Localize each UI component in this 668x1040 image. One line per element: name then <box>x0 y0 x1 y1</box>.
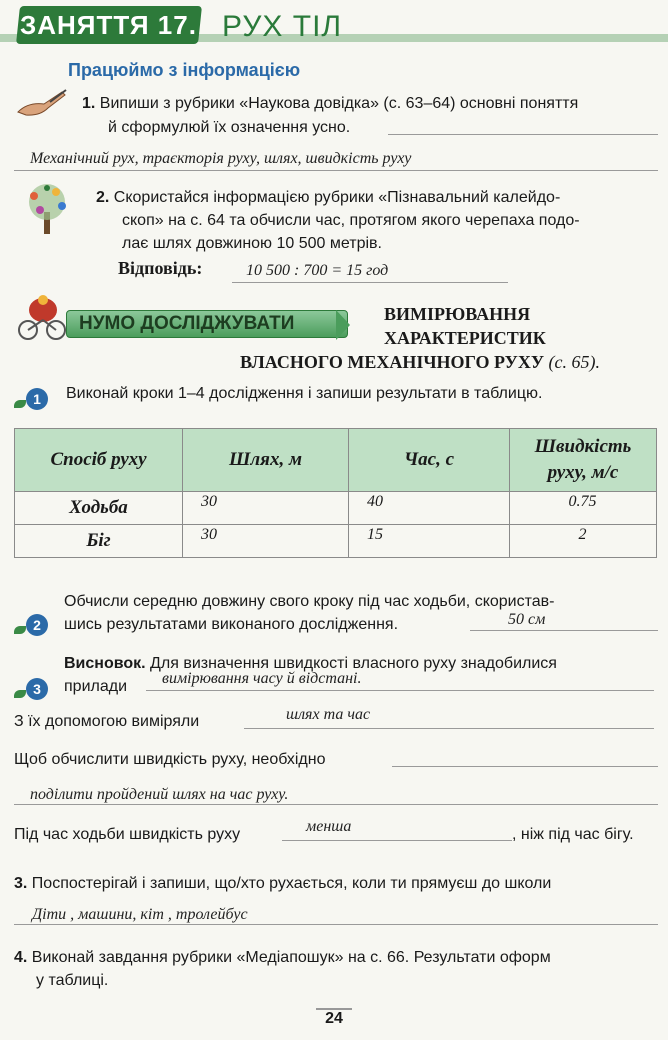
step-3-answer-3[interactable]: поділити пройдений шлях на час руху. <box>30 786 289 803</box>
task-2-line-1: Скористайся інформацією рубрики «Пізнавальний калейдо- <box>113 189 561 206</box>
step-3-line-4: Щоб обчислити швидкість руху, необхідно <box>14 751 326 768</box>
answer-line <box>14 170 658 171</box>
header-method: Спосіб руху <box>15 429 183 492</box>
step-3-line-5b: , ніж під час бігу. <box>512 826 634 843</box>
answer-line <box>14 804 658 805</box>
task-1-line-1: Випиши з рубрики «Наукова довідка» (с. 63–64) основні поняття <box>99 95 579 112</box>
step-3-icon: 3 <box>26 678 48 700</box>
header-distance: Шлях, м <box>183 429 349 492</box>
step-1-text: Виконай кроки 1–4 дослідження і запиши результати в таблицю. <box>66 385 543 402</box>
task-4-line-2: у таблиці. <box>36 972 109 989</box>
conclusion-label: Висновок. <box>64 655 146 672</box>
task-2-line-3: лає шлях довжиною 10 500 метрів. <box>122 235 382 252</box>
header-speed <box>510 429 657 492</box>
answer-line <box>388 134 658 135</box>
answer-line <box>392 766 658 767</box>
research-banner: НУМО ДОСЛІДЖУВАТИ <box>66 310 348 338</box>
task-1-number: 1. <box>82 95 96 112</box>
row-method: Ходьба <box>15 492 183 525</box>
answer-line <box>282 840 512 841</box>
bicycle-icon <box>16 292 68 342</box>
task-2-answer[interactable]: 10 500 : 700 = 15 год <box>246 262 389 279</box>
header-speed-line-1: Швидкість <box>534 436 632 457</box>
table-row <box>15 492 657 525</box>
row-time[interactable]: 40 <box>349 492 510 525</box>
leaf-icon <box>14 626 26 634</box>
research-title-1: ВИМІРЮВАННЯ <box>384 304 531 324</box>
task-4-number: 4. <box>14 949 28 966</box>
answer-line <box>470 630 658 631</box>
research-title-ref: (с. 65). <box>548 352 601 372</box>
answer-line <box>244 728 654 729</box>
step-3-answer-1[interactable]: вимірювання часу й відстані. <box>162 670 362 687</box>
task-4 <box>14 946 664 969</box>
header-time: Час, с <box>349 429 510 492</box>
task-2 <box>96 186 662 209</box>
row-speed[interactable]: 2 <box>510 525 657 558</box>
row-distance[interactable]: 30 <box>183 525 349 558</box>
step-2-line-2: шись результатами виконаного дослідження. <box>64 616 399 633</box>
answer-label: Відповідь: <box>118 258 203 278</box>
row-distance[interactable]: 30 <box>183 492 349 525</box>
results-table <box>14 428 657 558</box>
banner-arrow <box>336 310 350 340</box>
header-speed-line-2: руху, м/с <box>547 462 619 483</box>
row-time[interactable]: 15 <box>349 525 510 558</box>
task-1-answer[interactable]: Механічний рух, траєкторія руху, шлях, швидкість руху <box>30 150 412 167</box>
step-1-icon: 1 <box>26 388 48 410</box>
lesson-tag: ЗАНЯТТЯ 17. <box>16 6 202 44</box>
leaf-icon <box>14 400 26 408</box>
step-2-answer[interactable]: 50 см <box>508 611 546 628</box>
step-2-icon: 2 <box>26 614 48 636</box>
step-3-line-3: З їх допомогою виміряли <box>14 713 200 730</box>
page-number: 24 <box>316 1008 352 1036</box>
research-title-3-text: ВЛАСНОГО МЕХАНІЧНОГО РУХУ <box>240 352 545 372</box>
row-speed[interactable]: 0.75 <box>510 492 657 525</box>
task-3-text: Поспостерігай і запиши, що/хто рухається, коли ти прямуєш до школи <box>31 875 552 892</box>
table-header-row <box>15 429 657 492</box>
answer-line <box>232 282 508 283</box>
task-3-answer[interactable]: Діти , машини, кіт , тролейбус <box>32 906 248 923</box>
tree-icon <box>16 180 78 236</box>
research-title-3 <box>240 352 600 373</box>
task-1 <box>82 92 662 115</box>
research-title-2: ХАРАКТЕРИСТИК <box>384 328 546 348</box>
section-heading: Працюймо з інформацією <box>68 60 301 80</box>
step-2-line-1: Обчисли середню довжину свого кроку під час ходьби, скористав- <box>64 593 555 610</box>
task-4-line-1: Виконай завдання рубрики «Медіапошук» на с. 66. Результати оформ <box>31 949 551 966</box>
leaf-icon <box>14 690 26 698</box>
step-3-answer-2[interactable]: шлях та час <box>286 706 371 723</box>
task-2-line-2: скоп» на с. 64 та обчисли час, протягом якого черепаха подо- <box>122 212 580 229</box>
task-3 <box>14 872 664 895</box>
task-2-number: 2. <box>96 189 110 206</box>
row-method: Біг <box>15 525 183 558</box>
writing-hand-icon <box>14 88 68 118</box>
table-row <box>15 525 657 558</box>
task-3-number: 3. <box>14 875 28 892</box>
lesson-topic: РУХ ТІЛ <box>222 10 343 43</box>
step-3-line-1 <box>64 652 664 675</box>
step-3-line-5a: Під час ходьби швидкість руху <box>14 826 241 843</box>
step-3-line-2: прилади <box>64 678 128 695</box>
step-3-text-1: Для визначення швидкості власного руху знадобилися <box>150 655 557 672</box>
task-1-line-2: й сформулюй їх означення усно. <box>108 119 351 136</box>
answer-line <box>14 924 658 925</box>
step-3-answer-4[interactable]: менша <box>306 818 352 835</box>
answer-line <box>146 690 654 691</box>
